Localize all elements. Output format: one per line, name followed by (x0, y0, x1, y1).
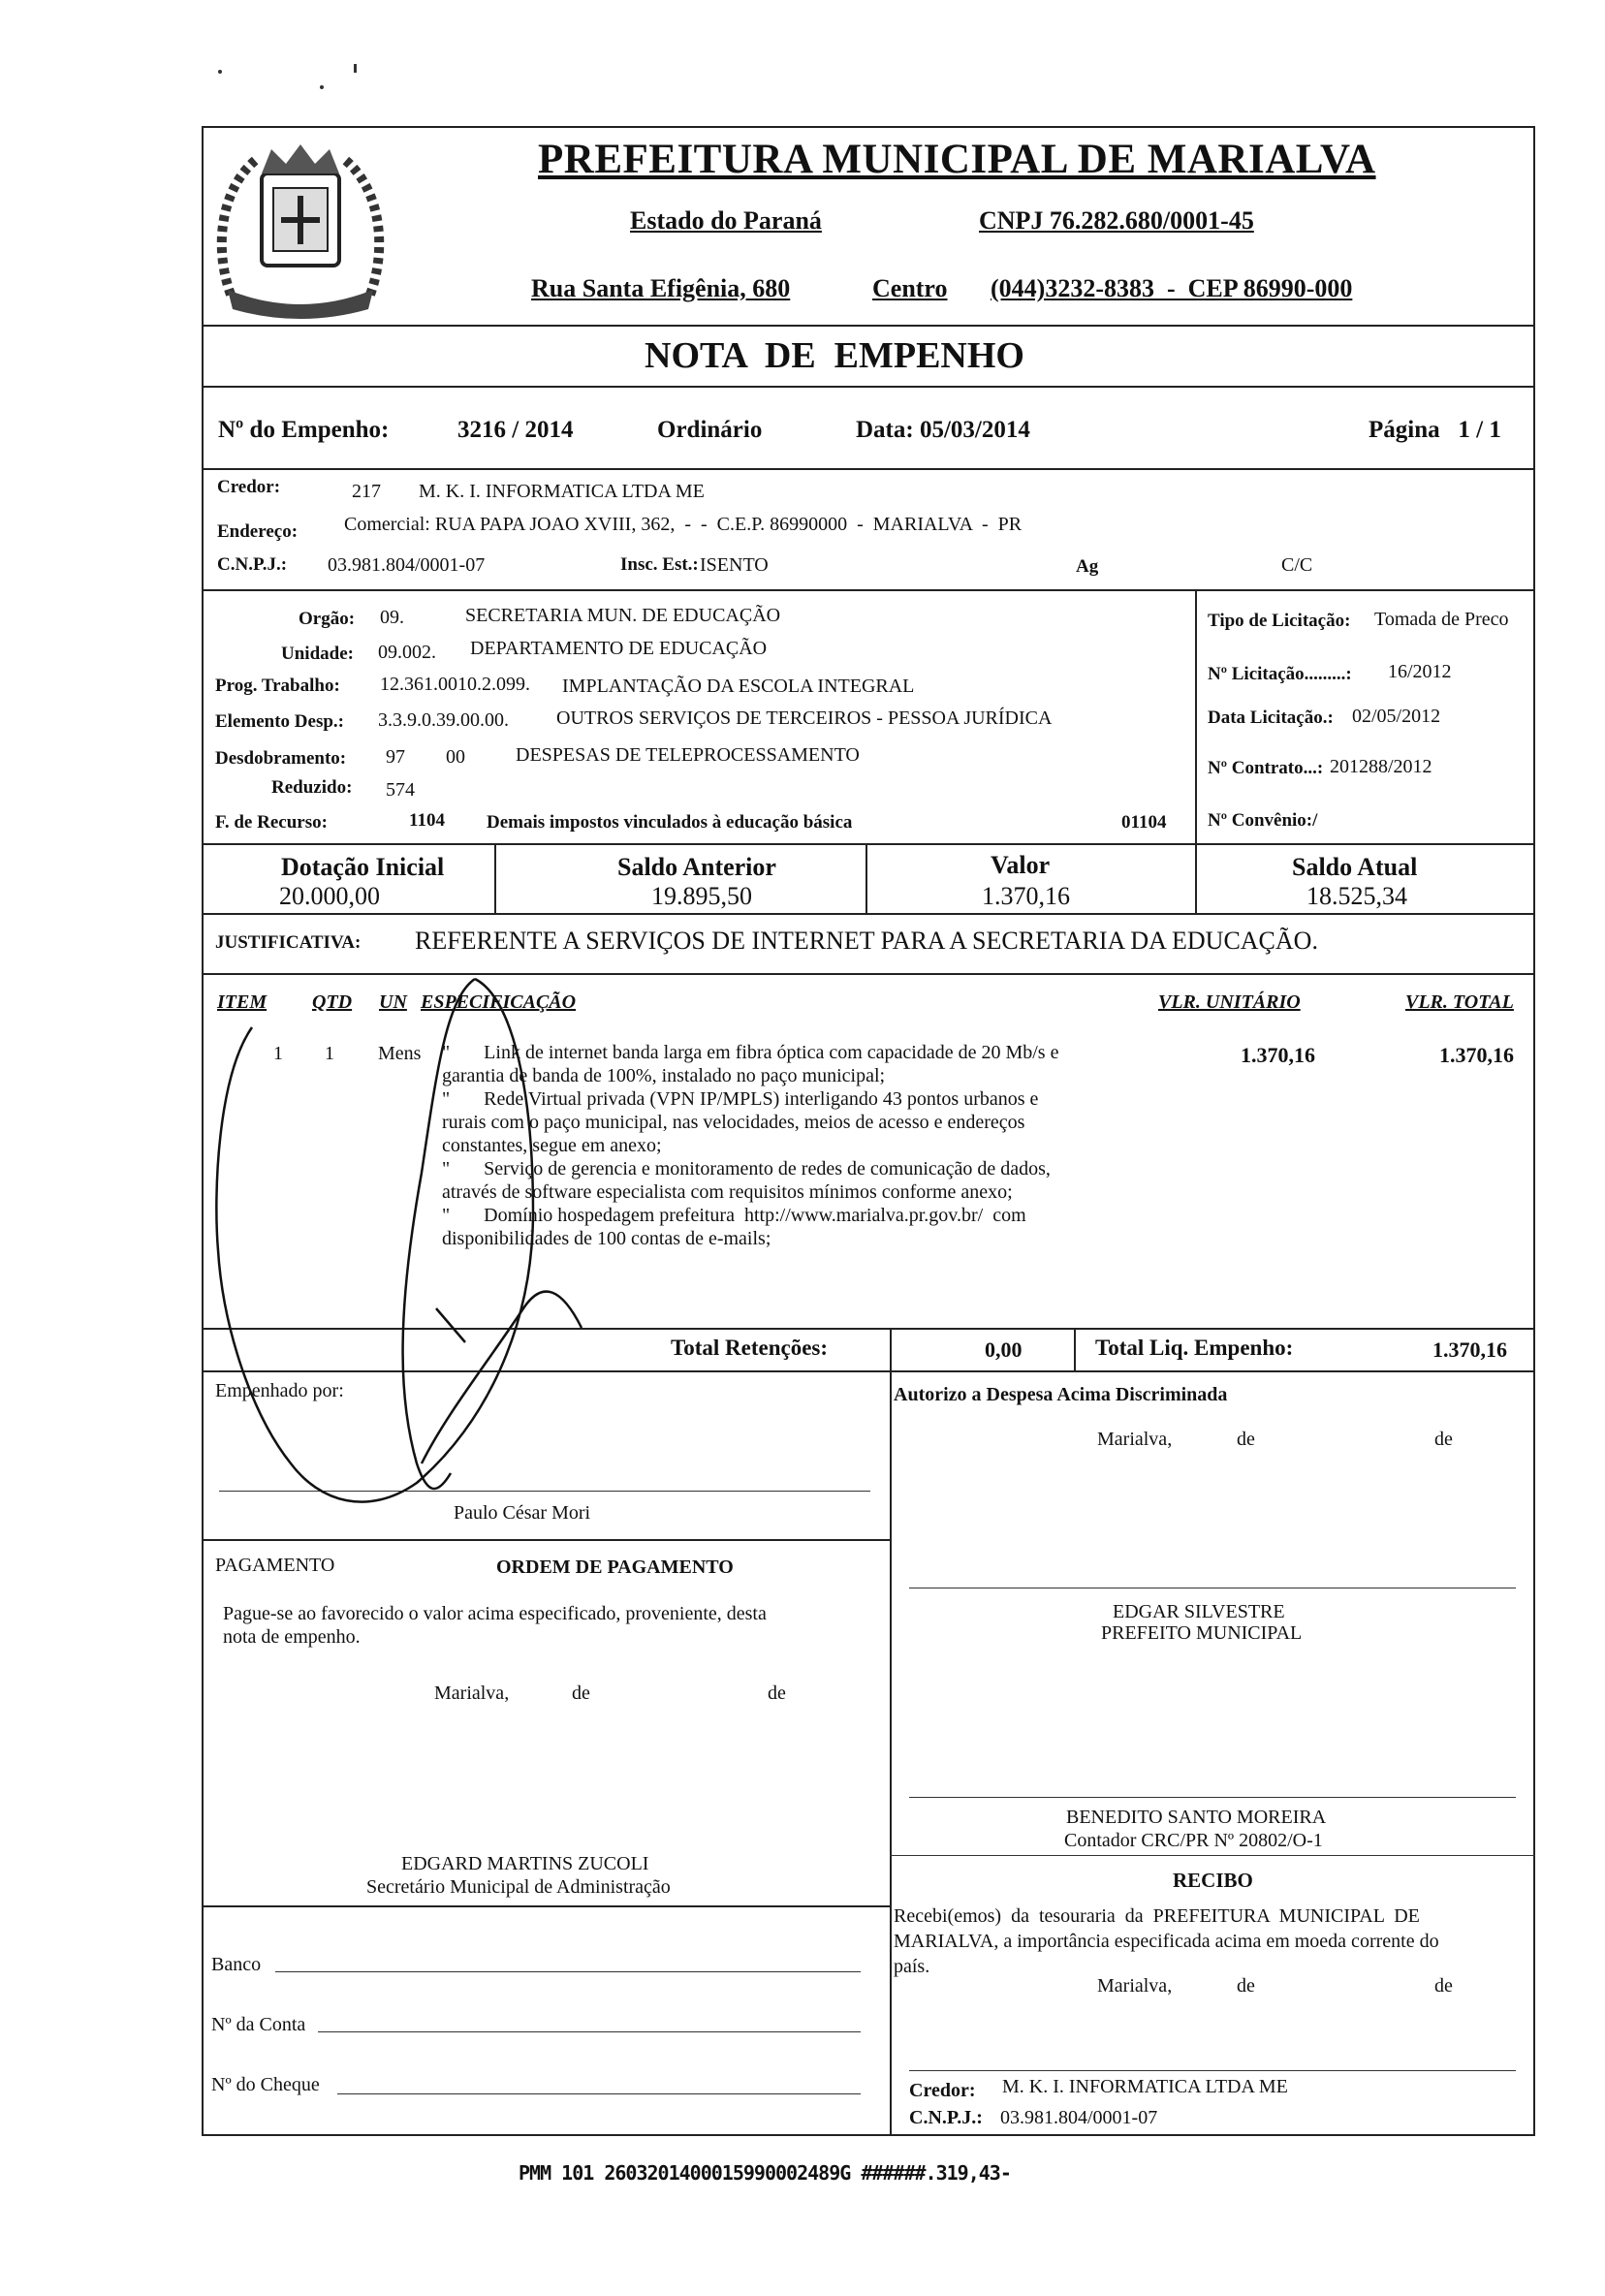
col-header-total: VLR. TOTAL (1405, 991, 1514, 1013)
orgao-label: Orgão: (299, 609, 356, 629)
col-header-un: UN (379, 991, 407, 1013)
contrato-value: 201288/2012 (1330, 756, 1432, 777)
row-qtd: 1 (325, 1043, 334, 1064)
row-item: 1 (273, 1043, 283, 1064)
recibo-de-1: de (1237, 1975, 1255, 1997)
total-liq-label: Total Liq. Empenho: (1095, 1336, 1294, 1360)
contador-name: BENEDITO SANTO MOREIRA (1066, 1807, 1327, 1828)
contador-role: Contador CRC/PR Nº 20802/O-1 (1064, 1830, 1323, 1851)
desdobramento-b: 00 (446, 746, 465, 768)
valor-label: Valor (991, 851, 1051, 879)
dotacao-inicial: 20.000,00 (279, 882, 380, 910)
insc-value: ISENTO (700, 554, 769, 576)
spec-line: " Link de internet banda larga em fibra óptica com capacidade de 20 Mb/s e (442, 1042, 1059, 1063)
unidade-code: 09.002. (378, 642, 436, 663)
valor-value: 1.370,16 (982, 882, 1070, 910)
recibo-text-2: MARIALVA, a importância especificada acima em moeda corrente do (894, 1931, 1439, 1952)
prog-label: Prog. Trabalho: (215, 676, 340, 696)
empenhado-label: Empenhado por: (215, 1380, 344, 1401)
ordem-de-1: de (572, 1683, 590, 1704)
elemento-label: Elemento Desp.: (215, 711, 344, 732)
orgao-name: SECRETARIA MUN. DE EDUCAÇÃO (465, 605, 781, 626)
credor-label: Credor: (217, 477, 281, 497)
recibo-cnpj-label: C.N.P.J.: (909, 2107, 983, 2128)
recibo-text-1: Recebi(emos) da tesouraria da PREFEITURA MUNICIPAL DE (894, 1905, 1420, 1927)
spec-line: disponibilidades de 100 contas de e-mails; (442, 1228, 771, 1249)
recurso-full-code: 01104 (1121, 812, 1167, 833)
spec-line: através de software especialista com requisitos mínimos conforme anexo; (442, 1181, 1013, 1203)
ag-label: Ag (1076, 556, 1099, 577)
saldo-atual: 18.525,34 (1306, 882, 1407, 910)
elemento-code: 3.3.9.0.39.00.00. (378, 709, 509, 731)
recurso-code: 1104 (409, 810, 445, 831)
pagamento-label: PAGAMENTO (215, 1555, 335, 1576)
cnpj-label: CNPJ 76.282.680/0001-45 (979, 206, 1254, 235)
district-label: Centro (872, 274, 948, 302)
prefeito-name: EDGAR SILVESTRE (1113, 1601, 1285, 1622)
insc-label: Insc. Est.: (620, 554, 699, 575)
col-header-qtd: QTD (312, 991, 353, 1013)
unidade-name: DEPARTAMENTO DE EDUCAÇÃO (470, 638, 768, 659)
tipo-licitacao-label: Tipo de Licitação: (1208, 611, 1351, 631)
recibo-label: RECIBO (1173, 1869, 1253, 1892)
recibo-de-2: de (1434, 1975, 1453, 1997)
data-licitacao-label: Data Licitação.: (1208, 708, 1334, 728)
contrato-label: Nº Contrato...: (1208, 758, 1324, 778)
recurso-label: F. de Recurso: (215, 812, 328, 833)
cheque-label: Nº do Cheque (211, 2074, 320, 2095)
cc-label: C/C (1281, 554, 1313, 576)
address-label: Rua Santa Efigênia, 680 (531, 274, 791, 302)
total-retencoes-label: Total Retenções: (671, 1336, 829, 1360)
orgao-code: 09. (380, 607, 404, 628)
data-licitacao: 02/05/2012 (1352, 706, 1441, 727)
prog-name: IMPLANTAÇÃO DA ESCOLA INTEGRAL (562, 676, 915, 697)
desdobramento-label: Desdobramento: (215, 748, 347, 769)
recurso-name: Demais impostos vinculados à educação básica (487, 812, 853, 833)
ordem-marialva: Marialva, (434, 1683, 510, 1704)
desdobramento-name: DESPESAS DE TELEPROCESSAMENTO (516, 744, 860, 766)
num-licitacao: 16/2012 (1388, 661, 1452, 682)
scan-mark (320, 85, 324, 89)
pague-text-1: Pague-se ao favorecido o valor acima especificado, proveniente, desta (223, 1603, 767, 1624)
col-header-spec: ESPECIFICAÇÃO (421, 991, 577, 1013)
credor-cnpj: 03.981.804/0001-07 (328, 554, 486, 576)
pague-text-2: nota de empenho. (223, 1626, 361, 1648)
justificativa-label: JUSTIFICATIVA: (215, 932, 362, 953)
row-un: Mens (378, 1043, 422, 1064)
prog-code: 12.361.0010.2.099. (380, 674, 530, 695)
prefeito-role: PREFEITO MUNICIPAL (1101, 1622, 1303, 1644)
banco-label: Banco (211, 1954, 262, 1975)
credor-name: M. K. I. INFORMATICA LTDA ME (419, 481, 705, 502)
col-header-item: ITEM (217, 991, 268, 1013)
admin-role: Secretário Municipal de Administração (366, 1876, 671, 1898)
autorizo-de-1: de (1237, 1429, 1255, 1450)
unidade-label: Unidade: (281, 644, 354, 664)
recibo-credor-name: M. K. I. INFORMATICA LTDA ME (1002, 2076, 1288, 2097)
dotacao-inicial-label: Dotação Inicial (281, 853, 445, 881)
handwritten-signature (194, 959, 678, 1522)
credor-cnpj-label: C.N.P.J.: (217, 554, 288, 575)
row-total-value: 1.370,16 (1439, 1043, 1514, 1067)
num-licitacao-label: Nº Licitação.........: (1208, 664, 1352, 684)
phone-cep-label: (044)3232-8383 - CEP 86990-000 (991, 274, 1353, 302)
desdobramento-a: 97 (386, 746, 405, 768)
autorizo-marialva: Marialva, (1097, 1429, 1173, 1450)
conta-label: Nº da Conta (211, 2014, 306, 2035)
endereco-value: Comercial: RUA PAPA JOAO XVIII, 362, - - C.E.P. 86990000 - MARIALVA - PR (344, 514, 1023, 535)
spec-line: " Serviço de gerencia e monitoramento de redes de comunicação de dados, (442, 1158, 1051, 1179)
ordem-pagamento-label: ORDEM DE PAGAMENTO (496, 1557, 734, 1578)
empenho-number: 3216 / 2014 (457, 417, 574, 443)
empenho-number-label: Nº do Empenho: (218, 417, 390, 443)
empenho-type: Ordinário (657, 417, 763, 443)
convenio-label: Nº Convênio:/ (1208, 810, 1318, 831)
recibo-marialva: Marialva, (1097, 1975, 1173, 1997)
elemento-name: OUTROS SERVIÇOS DE TERCEIROS - PESSOA JURÍDICA (556, 708, 1053, 729)
page-number: Página 1 / 1 (1369, 417, 1501, 443)
doc-title: NOTA DE EMPENHO (645, 335, 1024, 376)
ordem-de-2: de (768, 1683, 786, 1704)
spec-line: rurais com o paço municipal, nas velocidades, meios de acesso e endereços (442, 1112, 1025, 1133)
total-liq: 1.370,16 (1432, 1337, 1507, 1362)
state-label: Estado do Paraná (630, 206, 822, 235)
reduzido-value: 574 (386, 779, 415, 801)
empenho-date: Data: 05/03/2014 (856, 417, 1030, 443)
autorizo-de-2: de (1434, 1429, 1453, 1450)
scan-mark (354, 64, 357, 73)
autorizo-label: Autorizo a Despesa Acima Discriminada (894, 1384, 1228, 1405)
spec-line: constantes, segue em anexo; (442, 1135, 662, 1156)
recibo-text-3: país. (894, 1956, 930, 1977)
saldo-anterior: 19.895,50 (651, 882, 752, 910)
empenhado-name: Paulo César Mori (454, 1502, 591, 1524)
saldo-anterior-label: Saldo Anterior (617, 853, 776, 881)
spec-line: " Rede Virtual privada (VPN IP/MPLS) interligando 43 pontos urbanos e (442, 1088, 1039, 1110)
recibo-credor-label: Credor: (909, 2080, 976, 2101)
tipo-licitacao: Tomada de Preco (1374, 609, 1509, 630)
recibo-cnpj: 03.981.804/0001-07 (1000, 2107, 1158, 2128)
municipal-seal-icon (204, 130, 397, 324)
credor-code: 217 (352, 481, 381, 502)
spec-line: " Domínio hospedagem prefeitura http://www.marialva.pr.gov.br/ com (442, 1205, 1026, 1226)
admin-name: EDGARD MARTINS ZUCOLI (401, 1853, 649, 1874)
prefeitura-title: PREFEITURA MUNICIPAL DE MARIALVA (538, 137, 1376, 182)
col-header-unit: VLR. UNITÁRIO (1158, 991, 1301, 1013)
scan-mark (218, 70, 222, 74)
machine-stamp: PMM 101 2603201400015990002489G ######.319,43- (519, 2161, 1011, 2185)
saldo-atual-label: Saldo Atual (1292, 853, 1418, 881)
reduzido-label: Reduzido: (271, 777, 353, 798)
row-unit-value: 1.370,16 (1241, 1043, 1315, 1067)
justificativa-text: REFERENTE A SERVIÇOS DE INTERNET PARA A SECRETARIA DA EDUCAÇÃO. (415, 927, 1318, 955)
spec-line: garantia de banda de 100%, instalado no paço municipal; (442, 1065, 886, 1086)
total-retencoes: 0,00 (985, 1337, 1023, 1362)
endereco-label: Endereço: (217, 521, 299, 542)
